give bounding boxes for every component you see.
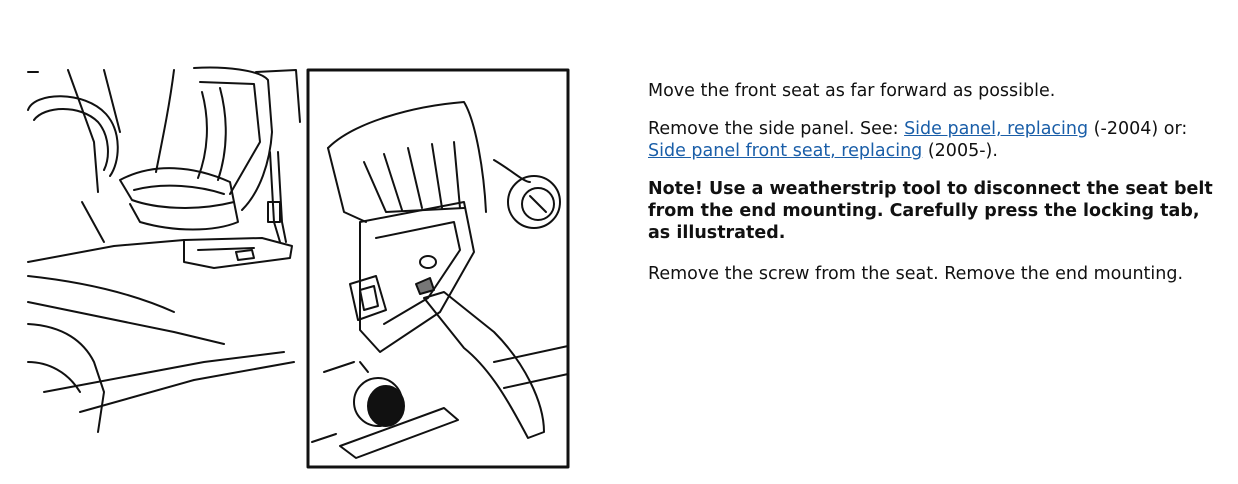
side-panel-middle: (-2004) or: bbox=[1088, 119, 1188, 139]
side-panel-front-seat-replacing-link[interactable]: Side panel front seat, replacing bbox=[648, 141, 923, 161]
end-mounting-detail bbox=[312, 102, 568, 458]
side-panel-prefix: Remove the side panel. See: bbox=[648, 119, 905, 139]
seat-belt-end-mounting-illustration bbox=[24, 62, 574, 472]
instruction-text bbox=[648, 80, 1218, 301]
instruction-step-move-seat: Move the front seat as far forward as possible. bbox=[648, 81, 1056, 101]
detail-frame bbox=[308, 70, 568, 467]
weatherstrip-tool-note: Note! Use a weatherstrip tool to disconnect the seat belt from the end mounting. Carefully press the locking tab, as illustrated. bbox=[648, 179, 1213, 243]
car-interior-overview bbox=[28, 68, 300, 433]
side-panel-suffix: (2005-). bbox=[922, 141, 998, 161]
side-panel-replacing-link[interactable]: Side panel, replacing bbox=[904, 119, 1089, 139]
instruction-step-remove-screw: Remove the screw from the seat. Remove the end mounting. bbox=[648, 264, 1184, 284]
instruction-step-remove-side-panel bbox=[648, 118, 1218, 162]
